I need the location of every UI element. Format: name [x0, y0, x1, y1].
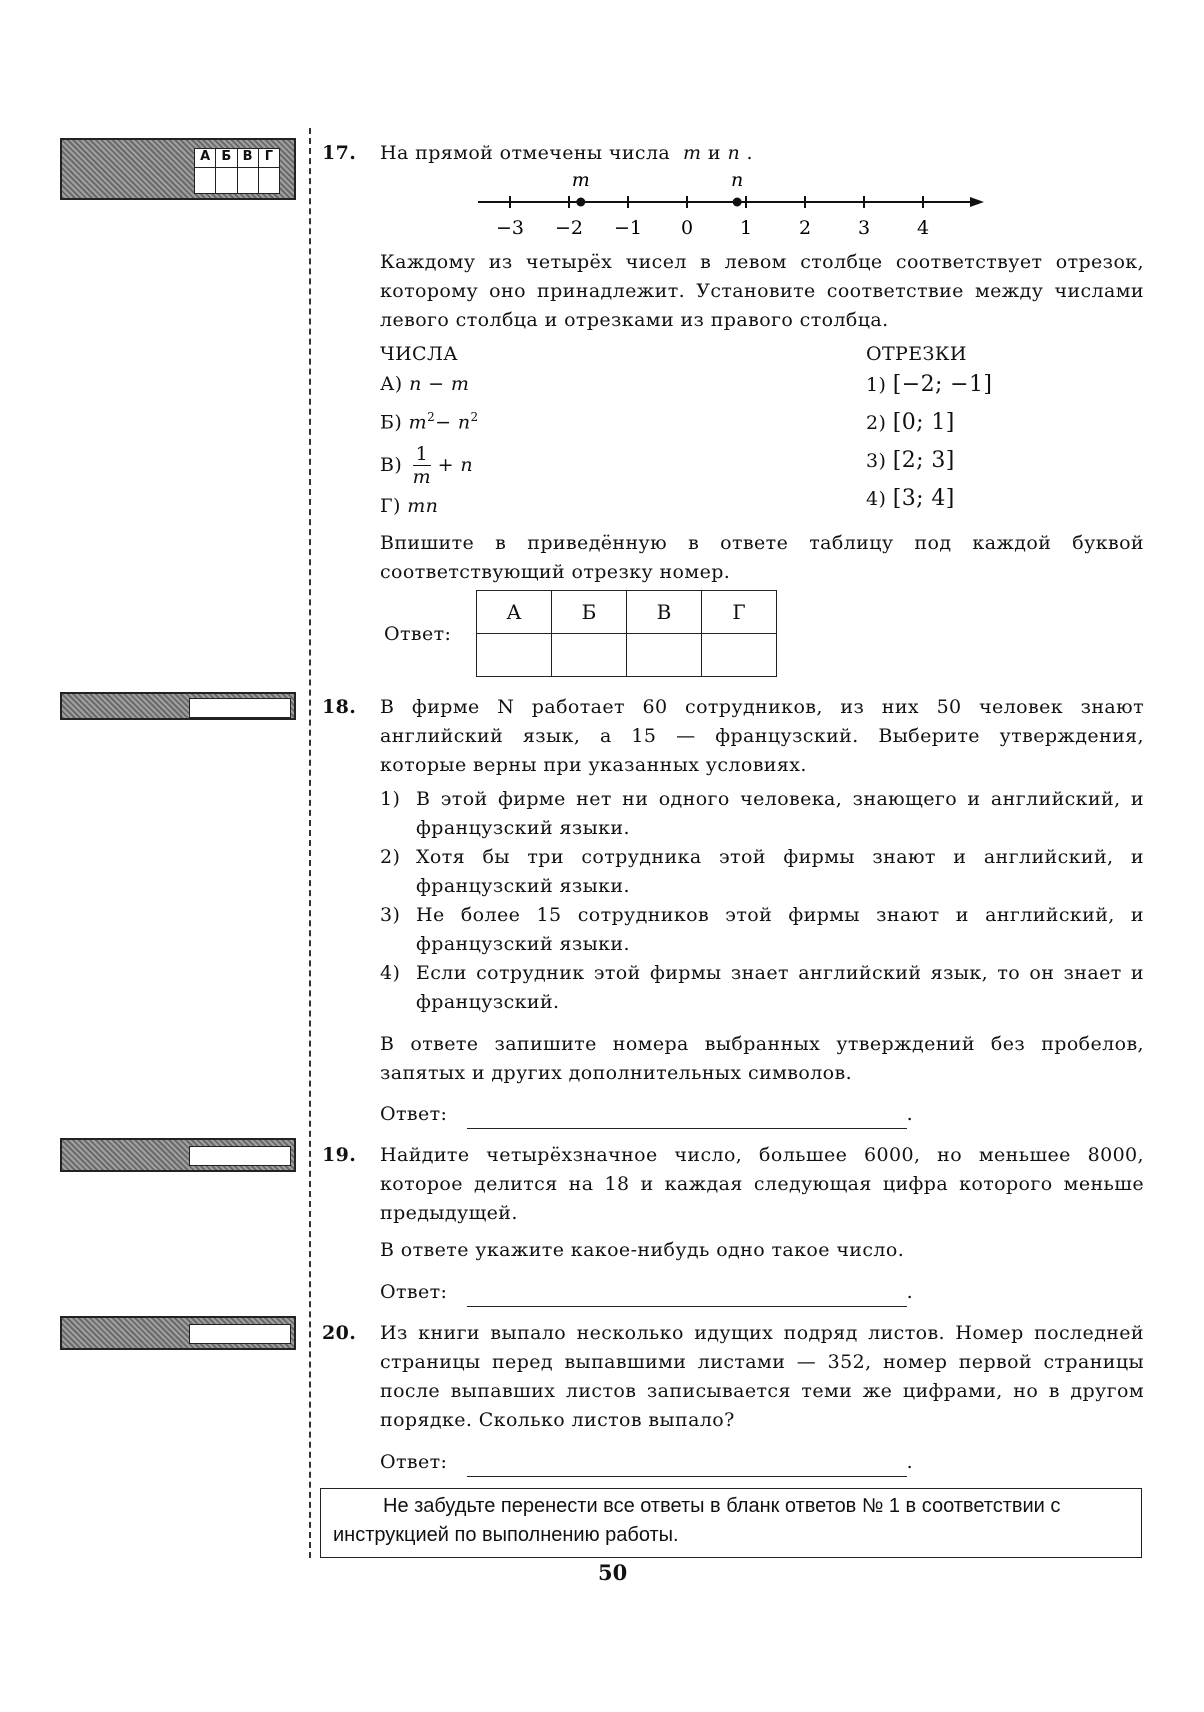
axis-tick-label: 2 [798, 217, 812, 239]
task-17-answer-label: Ответ: [384, 623, 452, 645]
task-19-paragraph: Найдите четырёхзначное число, большее 6000, но меньшее 8000, которое делится на 18 и каждая следующая цифра которого меньше предыдущей. [380, 1144, 1144, 1224]
badge-letter: Г [264, 149, 274, 164]
task-17-intro: На прямой отмечены числа m и n . [380, 142, 753, 164]
segment-4: 4) [3; 4] [866, 486, 955, 511]
answer-cell[interactable] [477, 634, 552, 677]
task-20-number: 20. [322, 1322, 357, 1344]
axis-tick-label: 0 [680, 217, 694, 239]
reminder-note: Не забудьте перенести все ответы в бланк ответов № 1 в соответствии с инструкцией по выполнению работы. [320, 1488, 1142, 1558]
axis-tick-label: 3 [857, 217, 871, 239]
answer-table-header: А [477, 591, 552, 634]
number-line [470, 172, 990, 242]
task-17-badge [60, 138, 296, 200]
task-18-instruction: В ответе запишите номера выбранных утверждений без пробелов, запятых и других дополнительных символов. [380, 1033, 1144, 1084]
axis-tick-label: −3 [495, 217, 525, 239]
answer-cell[interactable] [552, 634, 627, 677]
task-17-paragraph: Каждому из четырёх чисел в левом столбце соответствует отрезок, которому оно принадлежит. Установите соответствие между числами левого столбца и отрезками из правого столбца. [380, 251, 1144, 331]
point-m-label: m [571, 172, 590, 191]
segment-1: 1) [−2; −1] [866, 372, 993, 397]
task-17-number: 17. [322, 142, 357, 164]
task-19-instruction: В ответе укажите какое-нибудь одно такое число. [380, 1239, 905, 1261]
left-column-header: ЧИСЛА [380, 343, 459, 365]
right-column-header: ОТРЕЗКИ [866, 343, 967, 365]
task-20-badge [60, 1316, 296, 1350]
answer-cell[interactable] [702, 634, 777, 677]
segment-2: 2) [0; 1] [866, 410, 955, 435]
task-18-paragraph: В фирме N работает 60 сотрудников, из них 50 человек знают английский язык, а 15 — французский. Выберите утверждения, которые верны при указанных условиях. [380, 696, 1144, 776]
answer-table-header: В [627, 591, 702, 634]
answer-line[interactable] [467, 1284, 907, 1307]
task-18-number: 18. [322, 696, 357, 718]
badge-letter-boxes [194, 148, 280, 194]
task-18-answer: Ответ: . [380, 1100, 913, 1129]
answer-table [476, 590, 777, 677]
segment-3: 3) [2; 3] [866, 448, 955, 473]
cut-line [309, 128, 311, 1558]
point-m [576, 198, 585, 207]
task-19-answer: Ответ: . [380, 1278, 913, 1307]
axis-tick-label: 1 [739, 217, 753, 239]
task-20-paragraph: Из книги выпало несколько идущих подряд листов. Номер последней страницы перед выпавшими листами — 352, номер первой страницы после выпавших листов записывается теми же цифрами, но в другом порядке. Сколько листов выпало? [380, 1322, 1144, 1431]
answer-line[interactable] [467, 1454, 907, 1477]
axis-tick-label: −1 [613, 217, 643, 239]
page-number: 50 [598, 1560, 628, 1585]
option-g: Г) mn [380, 495, 439, 517]
axis-tick-label: 4 [916, 217, 930, 239]
answer-cell[interactable] [627, 634, 702, 677]
point-n-label: n [731, 172, 744, 191]
option-v: В) $\frac{1}{m}$ + n [380, 443, 473, 488]
task-19-badge [60, 1138, 296, 1172]
task-18-badge [60, 692, 296, 720]
answer-line[interactable] [467, 1106, 907, 1129]
option-a: А) n − m [380, 373, 470, 395]
statement-2: 2) Хотя бы три сотрудника этой фирмы знают и английский, и французский языки. [380, 846, 1144, 897]
point-n [733, 198, 742, 207]
task-19-number: 19. [322, 1144, 357, 1166]
axis-tick-label: −2 [554, 217, 584, 239]
statement-3: 3) Не более 15 сотрудников этой фирмы знают и английский, и французский языки. [380, 904, 1144, 955]
statement-1: 1) В этой фирме нет ни одного человека, знающего и английский, и французский языки. [380, 788, 1144, 839]
answer-table-header: Б [552, 591, 627, 634]
answer-table-header: Г [702, 591, 777, 634]
badge-letter: Б [216, 149, 237, 167]
option-b: Б) $m^2- n^2$ [380, 410, 479, 434]
badge-letter: В [238, 149, 259, 167]
statement-4: 4) Если сотрудник этой фирмы знает английский язык, то он знает и французский. [380, 962, 1144, 1013]
badge-letter: А [195, 149, 216, 167]
task-20-answer: Ответ: . [380, 1448, 913, 1477]
task-17-instruction: Впишите в приведённую в ответе таблицу под каждой буквой соответствующий отрезку номер. [380, 532, 1144, 583]
